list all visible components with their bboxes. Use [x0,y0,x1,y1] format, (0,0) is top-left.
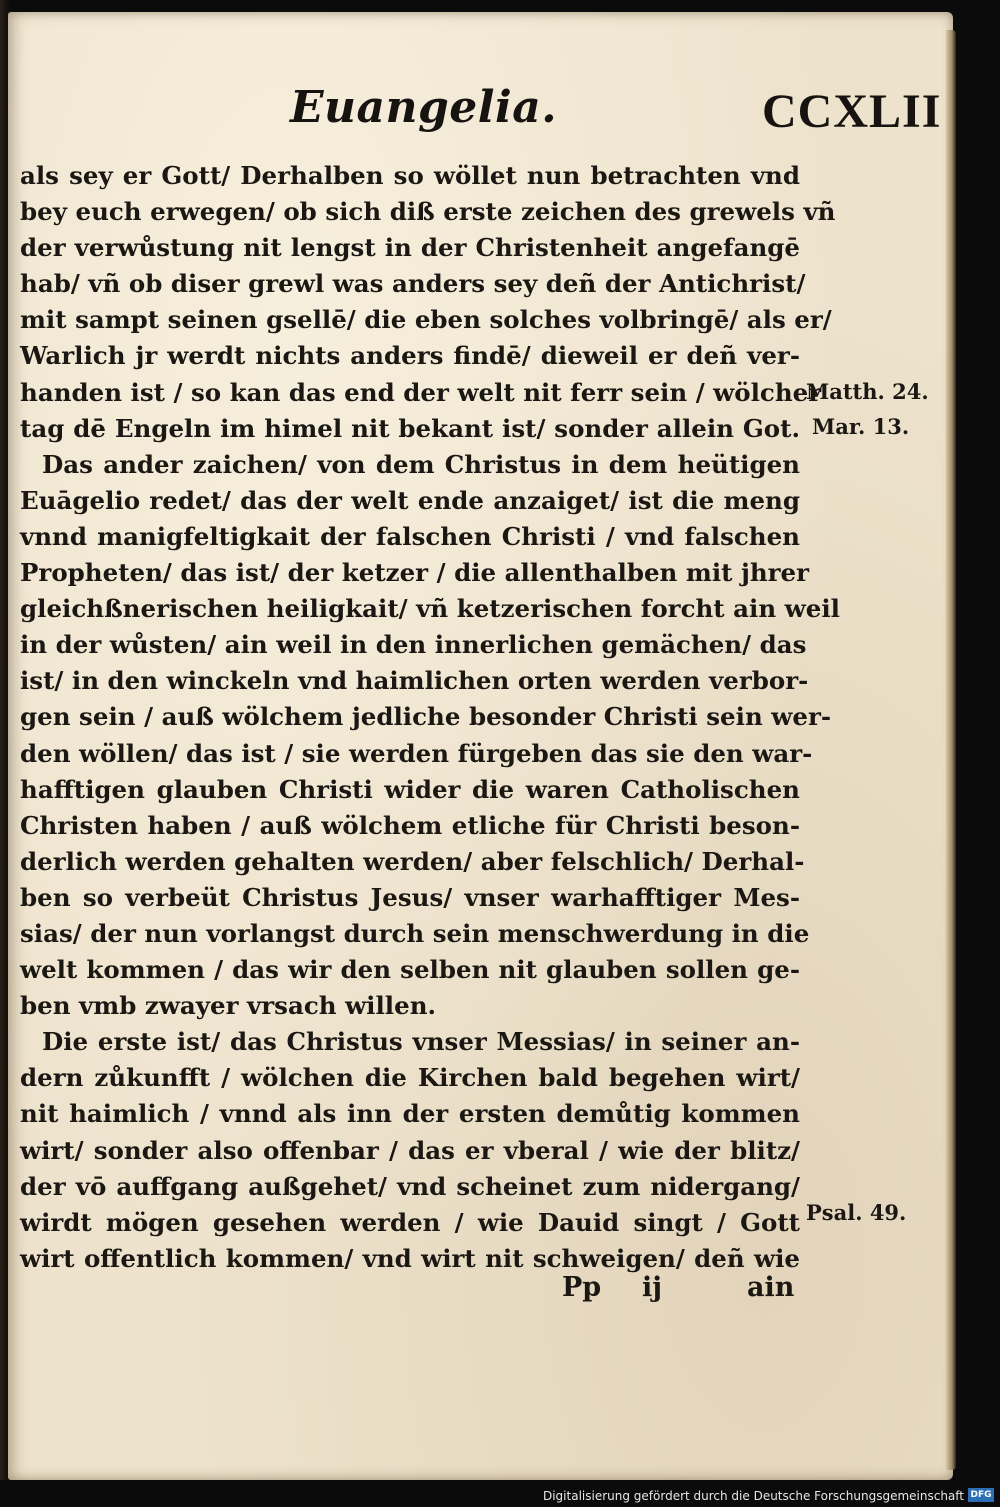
running-head: Euangelia. [290,82,558,133]
text-line: dern zůkunfft / wölchen die Kirchen bald begehen wirt/ [20,1063,800,1093]
text-line: Euāgelio redet/ das der welt ende anzaiget/ ist die meng [20,485,800,515]
marginal-note-matth: Matth. 24. [806,379,929,404]
text-line: wirdt mögen gesehen werden / wie Dauid singt / Gott [20,1207,800,1237]
text-line: derlich werden gehalten werden/ aber felschlich/ Derhal- [20,846,805,876]
text-line: Christen haben / auß wölchem etliche für Christi beson- [20,810,800,840]
text-line: sias/ der nun vorlangst durch sein menschwerdung in die [20,918,810,948]
signature-mark: Pp [562,1272,602,1303]
text-line: ist/ in den winckeln vnd haimlichen orten werden verbor- [20,666,809,696]
text-line: den wöllen/ das ist / sie werden fürgeben das sie den war- [20,738,813,768]
text-line: nit haimlich / vnnd als inn der ersten demůtig kommen [20,1099,800,1129]
text-line: ben vmb zwayer vrsach willen. [20,991,437,1021]
text-line: bey euch erwegen/ ob sich diß erste zeichen des grewels vñ [20,197,836,227]
marginal-note-psal: Psal. 49. [806,1200,907,1225]
text-line: mit sampt seinen gsellē/ die eben solches volbringē/ als er/ [20,305,832,335]
dfg-logo-icon: DFG [968,1488,994,1502]
text-line: der verwůstung nit lengst in der Christenheit angefangē [20,233,800,263]
catchword: ain [747,1272,795,1303]
text-line: tag dē Engeln im himel nit bekant ist/ sonder allein Got. [20,413,800,443]
text-line: als sey er Gott/ Derhalben so wöllet nun betrachten vnd [20,161,800,190]
text-line: Propheten/ das ist/ der ketzer / die allenthalben mit jhrer [20,558,810,588]
text-line: gen sein / auß wölchem jedliche besonder Christi sein wer- [20,702,832,732]
text-line: Warlich jr werdt nichts anders findē/ dieweil er deñ ver- [20,341,800,371]
text-line: Die erste ist/ das Christus vnser Messias/ in seiner an- [42,1027,800,1057]
text-line: handen ist / so kan das end der welt nit ferr sein / wölcher [20,377,822,407]
folio-number: CCXLII [762,85,942,138]
signature-number: ij [642,1272,663,1303]
text-line: vnnd manigfeltigkait der falschen Christi / vnd falschen [20,521,800,551]
page-edge [946,30,956,1470]
text-line: wirt offentlich kommen/ vnd wirt nit schweigen/ deñ wie [20,1243,800,1273]
text-line: der vō auffgang außgehet/ vnd scheinet zum nidergang/ [20,1171,800,1201]
marginal-note-mar: Mar. 13. [812,414,910,439]
footer-credit: Digitalisierung gefördert durch die Deutsche Forschungsgemeinschaft [542,1489,964,1503]
text-line: wirt/ sonder also offenbar / das er vberal / wie der blitz/ [20,1135,800,1165]
text-line: ben so verbeüt Christus Jesus/ vnser warhafftiger Mes- [20,882,800,912]
text-line: hab/ vñ ob diser grewl was anders sey deñ der Antichrist/ [20,269,806,299]
body-text [20,158,840,1277]
text-line: in der wůsten/ ain weil in den innerlichen gemächen/ das [20,630,807,660]
text-line: hafftigen glauben Christi wider die waren Catholischen [20,774,800,804]
text-line: gleichßnerischen heiligkait/ vñ ketzerischen forcht ain weil [20,594,840,624]
text-line: welt kommen / das wir den selben nit glauben sollen ge- [20,955,800,985]
text-line: Das ander zaichen/ von dem Christus in dem heütigen [42,449,800,479]
